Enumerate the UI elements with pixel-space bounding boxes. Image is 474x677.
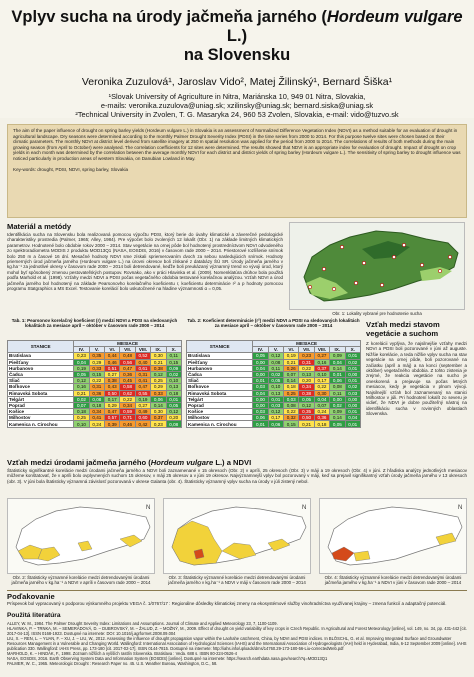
value-cell: 0,04 [74, 359, 89, 365]
poster-title [0, 0, 474, 65]
station-name: Poprad [187, 402, 253, 408]
results2-heading-1: Vzťah medzi úrodami jačmeňa jarného ( [7, 458, 151, 467]
value-cell: 0,18 [314, 421, 329, 427]
value-cell: 0,38 [299, 390, 314, 396]
station-name: Rimavská Sobota [187, 390, 253, 396]
value-cell: 0,20 [166, 415, 181, 421]
value-cell: 0,45 [120, 378, 135, 384]
value-cell: 0,01 [345, 365, 360, 371]
station-name: Bratislava [8, 353, 74, 359]
value-cell: 0,01 [330, 371, 345, 377]
value-cell: 0,02 [268, 371, 283, 377]
value-cell: 0,00 [345, 396, 360, 402]
month-header: IV. [253, 347, 268, 353]
station-name: Čadca [187, 371, 253, 377]
value-cell: 0,06 [268, 421, 283, 427]
value-cell: 0,46 [120, 421, 135, 427]
value-cell: 0,10 [314, 371, 329, 377]
value-cell: 0,16 [314, 359, 329, 365]
value-cell: 0,08 [284, 402, 299, 408]
results1-heading: Vzťah medzi stavom vegetácie a suchom [366, 320, 440, 338]
map-may-caption: Obr. 3: Štatisticky významné korelácie medzi detrendovanými úrodami jačmeňa jarného v kg.ha⁻¹ a NDVI v máji v časovom rade 2000 – 2014 [168, 575, 306, 586]
station-name: Piešťany [187, 359, 253, 365]
value-cell: 0,30 [314, 390, 329, 396]
value-cell: 0,14 [330, 365, 345, 371]
value-cell: 0,00 [253, 359, 268, 365]
value-cell: 0,05 [166, 402, 181, 408]
abstract-text: The aim of the paper influence of drought on spring barley yields (Hordeum vulgare L.) in Slovakia is an assessment of Normalized Difference Vegetation Index (NDVI) as a method suitable for an evaluation of drought in agricultural landscape. Dry seasons were determined according to the monthly Palmer Drought Severity Index (PDSI) in the time series from 2000 to 2014. For this purpose twelve sites were chosen based on their climatic parameters. The monthly NDVI at district level derived from satellite imagery at 250 m spatial resolution was applied for the period from 2000 to 2014. The correlations of results of both methods during the main growing season (from April to October) were analysed. The correlation coefficients for 12 sites were determined. The results showed that NDVI is an appropriate index for evaluation of drought. Impact of drought on crop yields in each month was determined by the correlation between the average monthly NDVI for each district and district yields of spring barley (Hordeum vulgare L.). The sensitivity of spring barley to drought influence was noticed particularly in production areas of western Slovakia, on Danubian Lowland in May. [13, 128, 461, 161]
title-text-3: na Slovensku [183, 46, 291, 64]
station-name: Hurbanovo [187, 365, 253, 371]
value-cell: 0,30 [151, 409, 166, 415]
value-cell: 0,12 [74, 378, 89, 384]
month-header: V. [268, 347, 283, 353]
reference-item: MARHOLD, K. – HINDÁK, F., 1998. Zoznam nižších a vyšších rastlín Slovenska. Bratislava : Veda. 688 s. ISBN 80-224-0526-4 [7, 651, 238, 656]
value-cell: 0,12 [268, 409, 283, 415]
station-name: Košice [187, 409, 253, 415]
station-name: Rimavská Sobota [8, 390, 74, 396]
value-cell: 0,11 [166, 353, 181, 359]
table-row [187, 421, 361, 427]
value-cell: 0,07 [314, 402, 329, 408]
month-header: IX. [151, 347, 166, 353]
value-cell: 0,41 [89, 415, 104, 421]
value-cell: 0,37 [314, 365, 329, 371]
value-cell: 0,07 [284, 371, 299, 377]
value-cell: 0,27 [135, 402, 150, 408]
value-cell: 0,21 [74, 390, 89, 396]
months-group-header: MESIACE [74, 341, 182, 347]
value-cell: 0,06 [151, 396, 166, 402]
keywords: Key-words: drought, PDSI, NDVI, spring barley, Slovakia [13, 166, 129, 172]
value-cell: 0,01 [345, 378, 360, 384]
value-cell: 0,12 [151, 371, 166, 377]
poster-header [0, 0, 474, 118]
sites-map-graphic [290, 223, 465, 310]
table-row [8, 421, 182, 427]
value-cell: 0,23 [74, 353, 89, 359]
value-cell: 0,22 [299, 365, 314, 371]
value-cell: 0,38 [105, 378, 120, 384]
district-map-may [163, 498, 311, 574]
value-cell: 0,36 [120, 371, 135, 377]
value-cell: 0,08 [89, 396, 104, 402]
value-cell: 0,13 [268, 390, 283, 396]
value-cell: 0,08 [330, 384, 345, 390]
value-cell: 0,11 [268, 365, 283, 371]
value-cell: 0,15 [284, 421, 299, 427]
june-map-graphic [320, 499, 467, 574]
reference-item: HLAVINKA, P. – TRNKA, M. – SEMERÁDOVÁ, D. – DUBROVSKÝ, M. – ŽALUD, Z. – MOŽNÝ, M., 2009. Effect of drought on yield variability of key crops in Czech Republic. In Agricultural and Forest Meteorology [online], vol. 149, no. 34, pp. 431-442 [cit. 2017-04-13]. ISSN 0168-1923. Dostupné na internete: DOI: 10.1016/j.agrformet.2008.09.004 [7, 626, 467, 636]
value-cell: 0,21 [299, 421, 314, 427]
value-cell: 0,25 [284, 390, 299, 396]
slovakia-sites-map [289, 222, 465, 310]
title-species: Hordeum vulgare [326, 8, 463, 26]
ack-text: Príspevok bol vypracovaný s podporou výskumného projektu VEGA č. 1/0767/17 : Regionálne dôsledky klimatickej zmeny na ekosystémové služby vinohradníctva využívanej krajiny – zmena funkcií a adaptačný potenciál. [7, 601, 447, 606]
value-cell: 0,19 [74, 365, 89, 371]
station-name: Boľkovce [8, 384, 74, 390]
value-cell: 0,20 [299, 378, 314, 384]
value-cell: 0,08 [166, 421, 181, 427]
value-cell: 0,47 [120, 365, 135, 371]
reference-item: NASA, EOSDIS, 2016. Earth Observing System Data and Information System (EOSDIS) [online]. Dostupné na internete: https://search.earthdata.nasa.gov/search?q=MOD13Q1 [7, 656, 328, 661]
station-name: Milhostov [187, 415, 253, 421]
value-cell: 0,01 [345, 409, 360, 415]
value-cell: 0,56 [120, 359, 135, 365]
value-cell: 0,00 [253, 371, 268, 377]
affiliation-line: ¹Slovak University of Agriculture in Nitra, Mariánska 10, 949 01 Nitra, Slovakia, [108, 92, 366, 101]
references-list [7, 621, 467, 666]
results2-species: Hordeum vulgare [150, 458, 214, 467]
results2-text: Štatisticky signifikantné korelácie medzi úrodami jačmeňa jarného a NDVI boli zaznamenané v 15 okresoch (Obr. 2) v apríli, 25 okresoch (Obr. 3) v máji a 19 okresoch (Obr. 4) v júni. Z hľadiska analýzy jednotlivých mesiacov môžeme konštatovať, že v apríli bolo ovplyvnených suchom 15 okresov, v máji 25 okresov a v júni 19 okresov. Najvýznamnejší vplyv bol pozorovaný v máji, keď sa prejavil signifikantný vzťah úrody jačmeňa jarného v 13 okresoch (obr. 3). V júni bola štatisticky významná závislosť pozorovaná v okrese Galanta (obr. 4). Štatisticky významný vplyv sucha na úrody v júli zistený nebol. [7, 468, 467, 484]
title-text-1: Vplyv sucha na úrody jačmeňa jarného ( [11, 8, 327, 26]
month-header: VII. [120, 347, 135, 353]
value-cell: 0,23 [299, 353, 314, 359]
station-name: Poprad [8, 402, 74, 408]
table-row [8, 390, 182, 396]
value-cell: 0,29 [151, 384, 166, 390]
station-name: Milhostov [8, 415, 74, 421]
value-cell: 0,60 [135, 415, 150, 421]
map1-caption: Obr. 1: Lokality vybrané pre hodnotenie sucha [332, 311, 422, 316]
value-cell: 0,14 [330, 415, 345, 421]
value-cell: 0,21 [151, 359, 166, 365]
map-june-caption: Obr. 4: Štatisticky významné korelácie medzi detrendovanými úrodami jačmeňa jarného v kg.ha⁻¹ a NDVI v júni v časovom rade 2000 – 2014 [324, 575, 462, 586]
value-cell: 0,01 [253, 421, 268, 427]
month-header: X. [166, 347, 181, 353]
value-cell: 0,01 [268, 396, 283, 402]
value-cell: 0,58 [120, 384, 135, 390]
value-cell: 0,40 [135, 359, 150, 365]
value-cell: 0,06 [253, 415, 268, 421]
value-cell: 0,05 [299, 396, 314, 402]
value-cell: 0,10 [74, 421, 89, 427]
value-cell: 0,03 [253, 384, 268, 390]
value-cell: 0,11 [330, 390, 345, 396]
may-map-graphic [164, 499, 311, 574]
results2-heading-2: L.) a NDVI [213, 458, 252, 467]
value-cell: 0,18 [284, 384, 299, 390]
ack-heading: Poďakovanie [7, 592, 55, 601]
value-cell: 0,42 [135, 421, 150, 427]
station-name: Sliač [187, 378, 253, 384]
value-cell: 0,27 [314, 353, 329, 359]
svg-text:N: N [146, 505, 151, 511]
value-cell: 0,19 [135, 396, 150, 402]
station-name: Boľkovce [187, 384, 253, 390]
value-cell: 0,19 [284, 353, 299, 359]
value-cell: 0,39 [105, 421, 120, 427]
value-cell: 0,01 [166, 396, 181, 402]
value-cell: 0,00 [253, 402, 268, 408]
value-cell: 0,27 [105, 371, 120, 377]
value-cell: 0,09 [330, 353, 345, 359]
value-cell: 0,06 [330, 378, 345, 384]
month-header: VI. [105, 347, 120, 353]
value-cell: 0,15 [89, 371, 104, 377]
value-cell: 0,21 [284, 359, 299, 365]
april-map-graphic [8, 499, 155, 574]
value-cell: 0,36 [314, 415, 329, 421]
value-cell: 0,35 [89, 353, 104, 359]
value-cell: 0,25 [151, 378, 166, 384]
value-cell: 0,02 [330, 402, 345, 408]
value-cell: 0,02 [345, 384, 360, 390]
station-column-header: STANICE [187, 341, 253, 353]
value-cell: 0,07 [74, 402, 89, 408]
value-cell: 0,09 [166, 365, 181, 371]
value-cell: 0,50 [105, 390, 120, 396]
value-cell: 0,03 [284, 396, 299, 402]
value-cell: 0,08 [268, 359, 283, 365]
value-cell: 0,00 [345, 402, 360, 408]
affiliations [0, 92, 474, 119]
value-cell: 0,59 [120, 409, 135, 415]
months-group-header: MESIACE [253, 341, 361, 347]
value-cell: 0,13 [166, 384, 181, 390]
value-cell: 0,00 [345, 371, 360, 377]
value-cell: 0,33 [89, 365, 104, 371]
value-cell: 0,46 [105, 359, 120, 365]
divider [7, 590, 467, 591]
value-cell: 0,34 [89, 409, 104, 415]
methods-text: Identifikácia sucha na Slovensku bola realizovaná pomocou výpočtu PDSI, ktorý berie do úvahy klimatické a záverečné pedologické charakteristiky prostredia (Palmer, 1965; Alley, 1984). Pre výpočet bolo zvolených 12 lokalít (Obr. 1) na základe limitných klimatických parametrov. Hodnotené bolo obdobie rokov 2000 – 2014. Stav vegetácie na ornej pôde bol hodnotený prostredníctvom NDVI odvodeného zo spektroradiometra MODIS z produktu MOD13Q1 (NASA, EOSDIS, 2016) v časovom rade 2000 – 2014. Priestorové rozlíšenie snímok bolo 250 m a časové 16 dní. Mesačné hodnoty NDVI sme získali spriemerovaním dvoch za sebou nasledujúcich snímok. Hodnoty priemerných úrod jačmeňa jarného (Hordeum vulgare L.) na úrovni okresov boli získané z databázy ŠÚ SR. Úrody jačmeňa jarného v kg.ha⁻¹ za jednotlivé okresy v časovom rade 2000 – 2014 boli detrendované, keďže boli preukázaný významný trend vo vývoji úrod, ktorý mohol byť spôsobený zmenou pestovateľských postupov. Rovnako, ako v práci Hlavinka et al. (2009). Nomenklatúra drúhov bola použitá podľa Marhold et al. (1998). Vzťahy medzi NDVI a PDSI počas vegetačného obdobia testované korelačnou analýzou. Vzťah NDVI a úrod jačmeňa jarného bol hodnotený na základe Pearsonovho korelačného koeficientu r, koeficientu determinácie r² a p hodnoty pomocou programu Statgraphics a MS Excel. Testovanie korelácií bolo uskutočnené na hladine významnosti α = 0,05. [7, 232, 283, 292]
value-cell: 0,02 [74, 396, 89, 402]
value-cell: 0,30 [151, 353, 166, 359]
value-cell: 0,02 [166, 371, 181, 377]
value-cell: 0,04 [314, 396, 329, 402]
value-cell: 0,57 [105, 415, 120, 421]
station-column-header: STANICE [8, 341, 74, 353]
value-cell: 0,34 [120, 402, 135, 408]
value-cell: 0,38 [151, 365, 166, 371]
results2-heading [7, 458, 251, 467]
value-cell: 0,04 [330, 359, 345, 365]
value-cell: 0,18 [89, 402, 104, 408]
station-name: Bratislava [187, 353, 253, 359]
value-cell: 0,17 [314, 378, 329, 384]
value-cell: 0,17 [268, 415, 283, 421]
value-cell: 0,71 [120, 415, 135, 421]
value-cell: 0,22 [314, 384, 329, 390]
map-april-caption: Obr. 2: Štatisticky významné korelácie medzi detrendovanými úrodami jačmeňa jarného v kg.ha⁻¹ a NDVI v apríli v časovom rade 2000 – 2014 [11, 575, 151, 586]
value-cell: 0,18 [166, 390, 181, 396]
value-cell: 0,13 [299, 371, 314, 377]
value-cell: 0,29 [89, 359, 104, 365]
value-cell: 0,24 [89, 421, 104, 427]
value-cell: 0,52 [135, 353, 150, 359]
value-cell: 0,00 [253, 396, 268, 402]
affiliation-line: e-mails: veronika.zuzulova@uniag.sk; xzilinsky@uniag.sk; bernard.siska@uniag.sk [100, 101, 374, 110]
table1-correlation [7, 340, 182, 428]
value-cell: 0,44 [105, 353, 120, 359]
value-cell: 0,09 [330, 409, 345, 415]
value-cell: 0,16 [74, 384, 89, 390]
value-cell: 0,01 [345, 421, 360, 427]
value-cell: 0,10 [166, 378, 181, 384]
value-cell: 0,04 [253, 390, 268, 396]
value-cell: 0,43 [105, 384, 120, 390]
value-cell: 0,03 [345, 390, 360, 396]
value-cell: 0,00 [330, 396, 345, 402]
value-cell: 0,17 [105, 396, 120, 402]
district-map-april [7, 498, 155, 574]
station-name: Kamenica n. Cirochou [187, 421, 253, 427]
value-cell: 0,05 [253, 353, 268, 359]
table-row [187, 390, 361, 396]
value-cell: 0,24 [314, 409, 329, 415]
table2-caption: Tab. 2: Koeficient determinácie (r²) medzi NDVI a PDSI na sledovaných lokalitách za mesiace apríl – október v časovom rade 2000 – 2014 [187, 318, 360, 329]
value-cell: 0,31 [299, 359, 314, 365]
value-cell: 0,23 [151, 421, 166, 427]
value-cell: 0,10 [268, 384, 283, 390]
value-cell: 0,02 [345, 359, 360, 365]
reference-item: PALMER, W. C., 1965. Meteorologic Drought : Research Paper no. 45. U.S. Weather Bureau, Washington, D.C., 58. [7, 661, 218, 666]
month-header: IX. [330, 347, 345, 353]
month-header: VI. [284, 347, 299, 353]
value-cell: 0,05 [74, 371, 89, 377]
methods-heading: Materiál a metódy [7, 222, 72, 231]
value-cell: 0,34 [299, 384, 314, 390]
value-cell: 0,15 [166, 359, 181, 365]
refs-heading: Použitá literatúra [7, 612, 61, 619]
value-cell: 0,62 [120, 390, 135, 396]
value-cell: 0,49 [135, 409, 150, 415]
value-cell: 0,05 [330, 421, 345, 427]
value-cell: 0,22 [120, 396, 135, 402]
station-name: Piešťany [8, 359, 74, 365]
value-cell: 0,14 [151, 402, 166, 408]
value-cell: 0,12 [268, 353, 283, 359]
value-cell: 0,22 [284, 409, 299, 415]
value-cell: 0,36 [89, 390, 104, 396]
value-cell: 0,37 [151, 415, 166, 421]
value-cell: 0,48 [120, 353, 135, 359]
station-name: Čadca [8, 371, 74, 377]
reference-item: LIU, X. – REN, L. – YUAN, F. – XU, J. – LIU, W., 2012. Assessing the influence of drought propagation vapor within the Laohahe catchment, China, by NDVI and PDSI indices. In BLÖSCHL, G. et al. Improving Integrated Surface and Groundwater Resources Management in a Vulnerable and Changing World. Wallingford: International Association of Hydrological Sciences (IAHS) and the International Association of Hydrogeologists (IAH) held in Hyderabad, India, 6-12 September 2009 [online]. IAHS publication 330. Wallingford: IAHS Press, pp. 173-180 [cit. 2017-02-17]. ISSN 0144-7815. Dostupné na internete: http://iahs.info/uploads/dms/14760.29-173-180-56-Liu-correctedWeb.pdf [7, 636, 467, 651]
value-cell: 0,18 [74, 409, 89, 415]
value-cell: 0,47 [105, 409, 120, 415]
title-text-2: L.) [226, 27, 248, 45]
value-cell: 0,51 [105, 365, 120, 371]
value-cell: 0,41 [135, 378, 150, 384]
value-cell: 0,47 [135, 384, 150, 390]
value-cell: 0,25 [74, 415, 89, 421]
abstract-box [7, 124, 467, 218]
station-name: Kamenica n. Cirochou [8, 421, 74, 427]
value-cell: 0,04 [253, 365, 268, 371]
value-cell: 0,14 [284, 378, 299, 384]
table2-determination [186, 340, 361, 428]
value-cell: 0,05 [268, 378, 283, 384]
value-cell: 0,31 [89, 384, 104, 390]
value-cell: 0,01 [345, 353, 360, 359]
station-name: Telgárt [8, 396, 74, 402]
month-header: IV. [74, 347, 89, 353]
month-header: V. [89, 347, 104, 353]
month-header: VII. [299, 347, 314, 353]
value-cell: 0,03 [268, 402, 283, 408]
value-cell: 0,22 [89, 378, 104, 384]
district-map-june [319, 498, 467, 574]
table1-caption: Tab. 1: Pearsonov korelačný koeficient (r) medzi NDVI a PDSI na sledovaných lokalitách za mesiace apríl – október v časovom rade 2000 – 2014 [11, 318, 178, 329]
value-cell: 0,32 [284, 415, 299, 421]
station-name: Telgárt [187, 396, 253, 402]
value-cell: 0,12 [299, 402, 314, 408]
value-cell: 0,55 [135, 390, 150, 396]
value-cell: 0,35 [299, 409, 314, 415]
station-name: Košice [8, 409, 74, 415]
results1-text: Z korelácii vyplýva, že najsilnejšie vzťahy medzi NDVI a PDSI boli pozorované v júni až auguste. Nižšie korelácie, a teda nižšie vplyv sucha na stav vegetácie na ornej pôde, boli pozorované na začiatku (apríl a máj) a na konci (september a október) vegetačného obdobia. Z tohto zistenia je zrejmé, že reakcia vegetácie na sucho je oneskorená a prejavuje sa počas letných mesiacov, kedy je vegetácia v plnom vývoji. Najsilnejší vzťah bol zaznamenaný na stanici Milhostov v júli. Pri hodnotení lokalít zo severu je vidieť, že NDVI je dobre použiteľný nástroj na identifikáciu sucha v rovinných oblastiach Slovenska. [366, 341, 467, 417]
value-cell: 0,12 [166, 409, 181, 415]
value-cell: 0,61 [135, 365, 150, 371]
station-name: Hurbanovo [8, 365, 74, 371]
month-header: X. [345, 347, 360, 353]
value-cell: 0,33 [151, 390, 166, 396]
month-header: VIII. [135, 347, 150, 353]
value-cell: 0,31 [135, 371, 150, 377]
value-cell: 0,04 [345, 415, 360, 421]
affiliation-line: ²Technical University in Zvolen, T. G. Masaryka 24, 960 53 Zvolen, Slovakia, e-mail: vido@tuzvo.sk [75, 110, 399, 119]
value-cell: 0,29 [105, 402, 120, 408]
station-name: Sliač [8, 378, 74, 384]
reference-item: ALLEY, W. M., 1984. The Palmer Drought Severity Index: Limitations and Assumptions. Journal of Climate and Applied Meteorology 23, 7, 1100-1109. [7, 621, 278, 626]
month-header: VIII. [314, 347, 329, 353]
value-cell: 0,50 [299, 415, 314, 421]
value-cell: 0,01 [253, 378, 268, 384]
value-cell: 0,03 [253, 409, 268, 415]
svg-text:N: N [458, 505, 463, 511]
authors: Veronika Zuzulová¹, Jaroslav Vido², Matej Žilinský¹, Bernard Šiška¹ [81, 76, 393, 88]
value-cell: 0,26 [284, 365, 299, 371]
svg-text:N: N [302, 505, 307, 511]
